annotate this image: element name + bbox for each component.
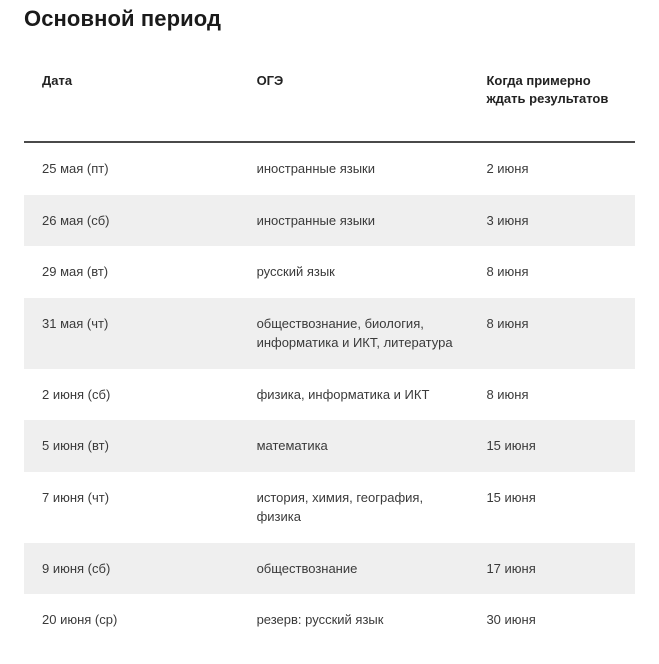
cell-result: 8 июня [468,298,635,369]
page-title: Основной период [24,6,222,31]
cell-exam: обществознание, биология, информатика и ИКТ, литература [239,298,469,369]
column-header-date: Дата [24,58,239,142]
cell-exam: иностранные языки [239,195,469,247]
cell-exam: резерв: русский язык [256,612,384,628]
cell-date: 7 июня (чт) [42,489,110,505]
table-header-row [24,58,635,142]
table-row [24,195,635,247]
cell-exam: физика, информатика и ИКТ [256,386,430,402]
cell-result: 30 июня [486,612,536,628]
cell-date: 9 июня (сб) [24,543,239,595]
table-body [24,142,635,646]
cell-date: 5 июня (вт) [24,420,239,472]
cell-date: 29 мая (вт) [42,264,109,280]
cell-exam: история, химия, география, физика [256,489,424,525]
cell-result: 3 июня [468,195,635,247]
table-row [24,472,635,543]
table-row [24,420,635,472]
cell-exam: математика [239,420,469,472]
schedule-table-container [24,58,635,646]
cell-result: 15 июня [486,489,536,505]
cell-result: 15 июня [468,420,635,472]
column-header-results: Когда примерно ждать результатов [468,58,635,142]
table-row [24,369,635,421]
table-row [24,246,635,298]
cell-exam: русский язык [256,264,335,280]
table-row [24,142,635,195]
table-row [24,298,635,369]
table-header [24,58,635,142]
cell-result: 8 июня [486,386,529,402]
cell-date: 31 мая (чт) [24,298,239,369]
cell-exam: иностранные языки [256,161,375,177]
cell-result: 2 июня [486,161,529,177]
cell-date: 26 мая (сб) [24,195,239,247]
cell-result: 17 июня [468,543,635,595]
cell-date: 25 мая (пт) [42,161,109,177]
column-header-exam: ОГЭ [239,58,469,142]
cell-date: 2 июня (сб) [42,386,111,402]
cell-exam: обществознание [239,543,469,595]
cell-result: 8 июня [486,264,529,280]
exam-schedule-table [24,58,635,646]
table-row [24,543,635,595]
table-row [24,594,635,646]
cell-date: 20 июня (ср) [42,612,118,628]
